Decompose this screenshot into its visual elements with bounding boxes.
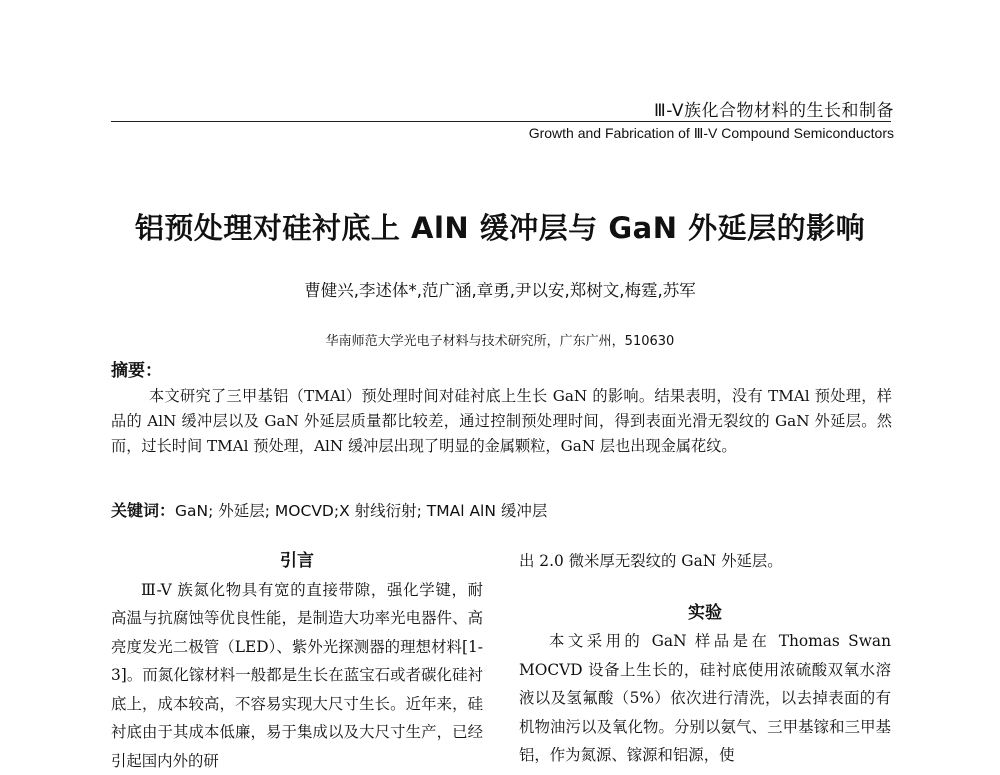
keywords-label: 关键词： bbox=[111, 501, 175, 520]
author-list: 曹健兴,李述体*,范广涵,章勇,尹以安,郑树文,梅霆,苏军 bbox=[0, 277, 1000, 301]
section-spacer bbox=[519, 576, 891, 599]
running-header-english: Growth and Fabrication of Ⅲ-V Compound Semiconductors bbox=[529, 125, 894, 142]
header-divider bbox=[111, 121, 891, 122]
experiment-paragraph: 本文采用的 GaN 样品是在 Thomas Swan MOCVD 设备上生长的，硅衬底使用浓硫酸双氧水溶液以及氢氟酸（5%）依次进行清洗，以去掉表面的有机物油污以及氧化物。分别以氨气、三甲基镓和三甲基铝，作为氮源、镓源和铝源，使 bbox=[519, 627, 891, 770]
affiliation: 华南师范大学光电子材料与技术研究所，广东广州，510630 bbox=[0, 330, 1000, 349]
paper-title: 铝预处理对硅衬底上 AlN 缓冲层与 GaN 外延层的影响 bbox=[0, 206, 1000, 247]
right-column bbox=[519, 547, 891, 770]
intro-continuation: 出 2.0 微米厚无裂纹的 GaN 外延层。 bbox=[519, 547, 891, 576]
keywords-text: GaN; 外延层; MOCVD;X 射线衍射; TMAl AlN 缓冲层 bbox=[175, 502, 547, 520]
section-heading-experiment: 实验 bbox=[519, 599, 891, 628]
running-header-chinese: Ⅲ-V族化合物材料的生长和制备 bbox=[654, 96, 894, 121]
keywords-line bbox=[111, 498, 547, 521]
abstract-text: 本文研究了三甲基铝（TMAl）预处理时间对硅衬底上生长 GaN 的影响。结果表明，没有 TMAl 预处理，样品的 AlN 缓冲层以及 GaN 外延层质量都比较差，通过控制预处理时间，得到表面光滑无裂纹的 GaN 外延层。然而，过长时间 TMAl 预处理，AlN 缓冲层出现了明显的金属颗粒，GaN 层也出现金属花纹。 bbox=[111, 384, 892, 459]
left-column bbox=[111, 547, 483, 775]
abstract-label: 摘要： bbox=[111, 356, 162, 381]
section-heading-intro: 引言 bbox=[111, 547, 483, 576]
intro-paragraph: Ⅲ-V 族氮化物具有宽的直接带隙，强化学键，耐高温与抗腐蚀等优良性能，是制造大功率光电器件、高亮度发光二极管（LED）、紫外光探测器的理想材料[1-3]。而氮化镓材料一般都是生长在蓝宝石或者碳化硅衬底上，成本较高，不容易实现大尺寸生长。近年来，硅衬底由于其成本低廉，易于集成以及大尺寸生产，已经引起国内外的研 bbox=[111, 576, 483, 775]
